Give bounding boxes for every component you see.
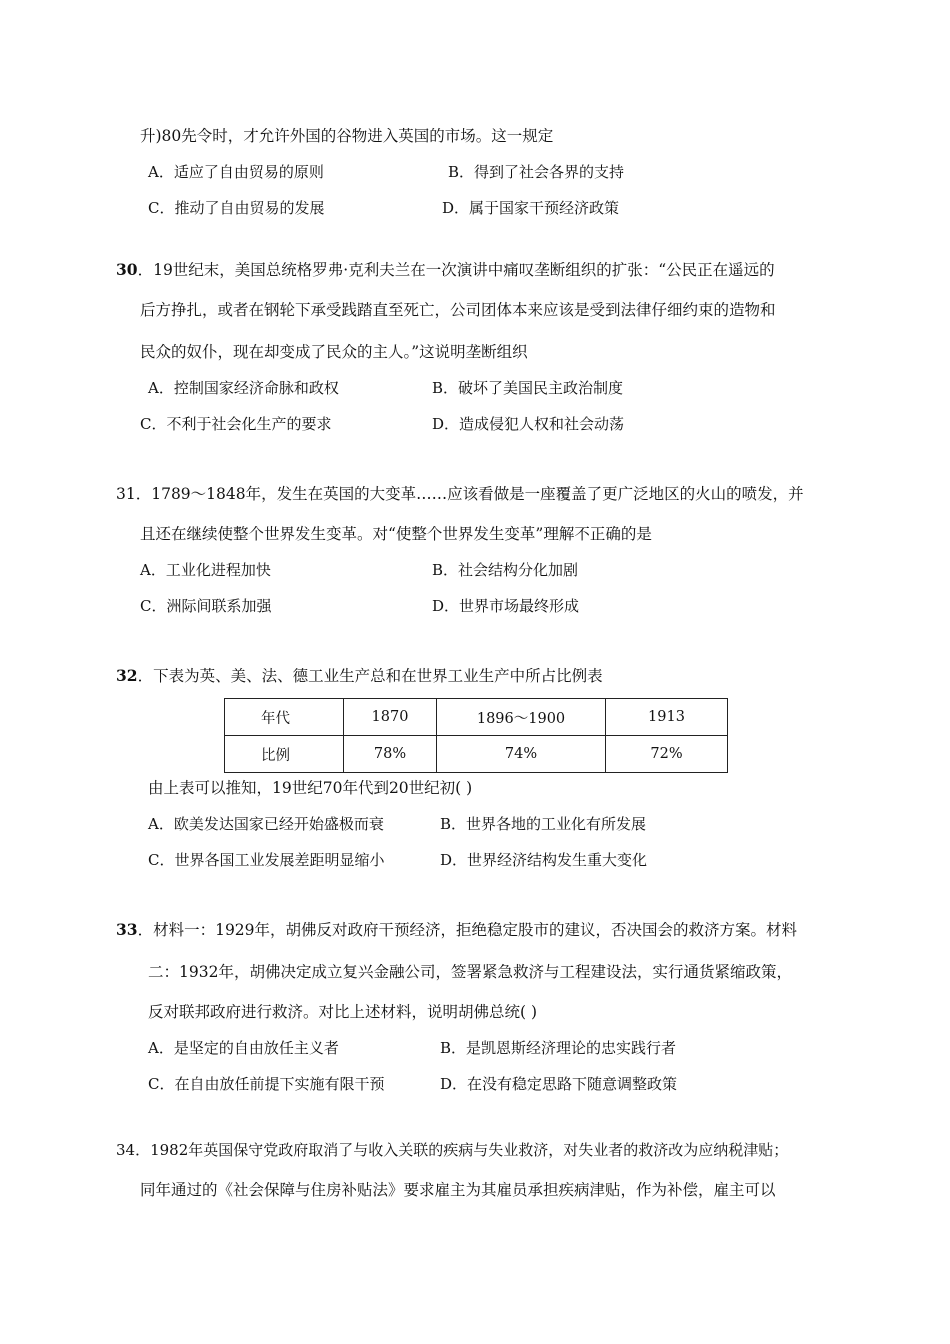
q33-option-c: C．在自由放任前提下实施有限干预: [148, 1075, 385, 1093]
table-cell: 74%: [437, 736, 606, 773]
table-cell: 72%: [606, 736, 728, 773]
q31-stem-line2: 且还在继续使整个世界发生变革。对“使整个世界发生变革”理解不正确的是: [140, 525, 652, 543]
q29-option-c: C．推动了自由贸易的发展: [148, 199, 325, 217]
q30-option-a: A．控制国家经济命脉和政权: [148, 379, 339, 397]
q34-stem-line1: 34．1982年英国保守党政府取消了与收入关联的疾病与失业救济，对失业者的救济改为应纳税津贴；: [116, 1141, 789, 1159]
q32-option-b: B．世界各地的工业化有所发展: [440, 815, 647, 833]
table-header-cell: 1896～1900: [437, 699, 606, 736]
q33-stem-line1-text: ．材料一：1929年，胡佛反对政府干预经济，拒绝稳定股市的建议，否决国会的救济方案。材料: [137, 921, 798, 939]
q32-option-a: A．欧美发达国家已经开始盛极而衰: [148, 815, 384, 833]
industrial-share-table: [224, 698, 728, 773]
q32-option-c: C．世界各国工业发展差距明显缩小: [148, 851, 385, 869]
q30-stem-line2: 后方挣扎，或者在钢轮下承受践踏直至死亡，公司团体本来应该是受到法律仔细约束的造物和: [140, 301, 776, 319]
q33-number: 33: [116, 920, 138, 939]
q33-stem-line1: [116, 920, 797, 940]
q31-option-c: C．洲际间联系加强: [140, 597, 272, 615]
table-row: [225, 736, 728, 773]
table-cell: 比例: [225, 736, 344, 773]
q30-option-d: D．造成侵犯人权和社会动荡: [432, 415, 625, 433]
table-header-row: [225, 699, 728, 736]
q32-option-d: D．世界经济结构发生重大变化: [440, 851, 648, 869]
q30-option-c: C．不利于社会化生产的要求: [140, 415, 332, 433]
q29-option-d: D．属于国家干预经济政策: [442, 199, 620, 217]
table-header-cell: 年代: [225, 699, 344, 736]
q31-option-d: D．世界市场最终形成: [432, 597, 580, 615]
q33-option-b: B．是凯恩斯经济理论的忠实践行者: [440, 1039, 677, 1057]
table-header-cell: 1870: [344, 699, 437, 736]
q34-stem-line2: 同年通过的《社会保障与住房补贴法》要求雇主为其雇员承担疾病津贴，作为补偿，雇主可以: [140, 1181, 776, 1199]
q33-option-a: A．是坚定的自由放任主义者: [148, 1039, 339, 1057]
q32-number: 32: [116, 666, 138, 685]
q30-number: 30: [116, 260, 138, 279]
q31-option-b: B．社会结构分化加剧: [432, 561, 579, 579]
q29-option-a: A．适应了自由贸易的原则: [148, 163, 324, 181]
q30-stem-line1-text: ．19世纪末，美国总统格罗弗·克利夫兰在一次演讲中痛叹垄断组织的扩张：“公民正在遥远的: [137, 261, 775, 279]
q33-stem-line3: 反对联邦政府进行救济。对比上述材料，说明胡佛总统( ): [148, 1003, 538, 1021]
q33-option-d: D．在没有稳定思路下随意调整政策: [440, 1075, 678, 1093]
q32-stem-line2: 由上表可以推知，19世纪70年代到20世纪初( ): [148, 779, 473, 797]
q32-stem-line1-text: ．下表为英、美、法、德工业生产总和在世界工业生产中所占比例表: [137, 667, 603, 685]
q30-option-b: B．破坏了美国民主政治制度: [432, 379, 624, 397]
q29-option-b: B．得到了社会各界的支持: [448, 163, 625, 181]
table-header-cell: 1913: [606, 699, 728, 736]
q32-stem-line1: [116, 666, 603, 686]
table-cell: 78%: [344, 736, 437, 773]
q31-option-a: A．工业化进程加快: [140, 561, 271, 579]
q33-stem-line2: 二：1932年，胡佛决定成立复兴金融公司，签署紧急救济与工程建设法，实行通货紧缩政策，: [148, 963, 792, 981]
q29-stem-tail: 升)80先令时，才允许外国的谷物进入英国的市场。这一规定: [140, 127, 554, 145]
q30-stem-line1: [116, 260, 775, 280]
q31-stem-line1: 31．1789～1848年，发生在英国的大变革……应该看做是一座覆盖了更广泛地区的火山的喷发，并: [116, 485, 804, 503]
q30-stem-line3: 民众的奴仆，现在却变成了民众的主人。”这说明垄断组织: [140, 343, 528, 361]
